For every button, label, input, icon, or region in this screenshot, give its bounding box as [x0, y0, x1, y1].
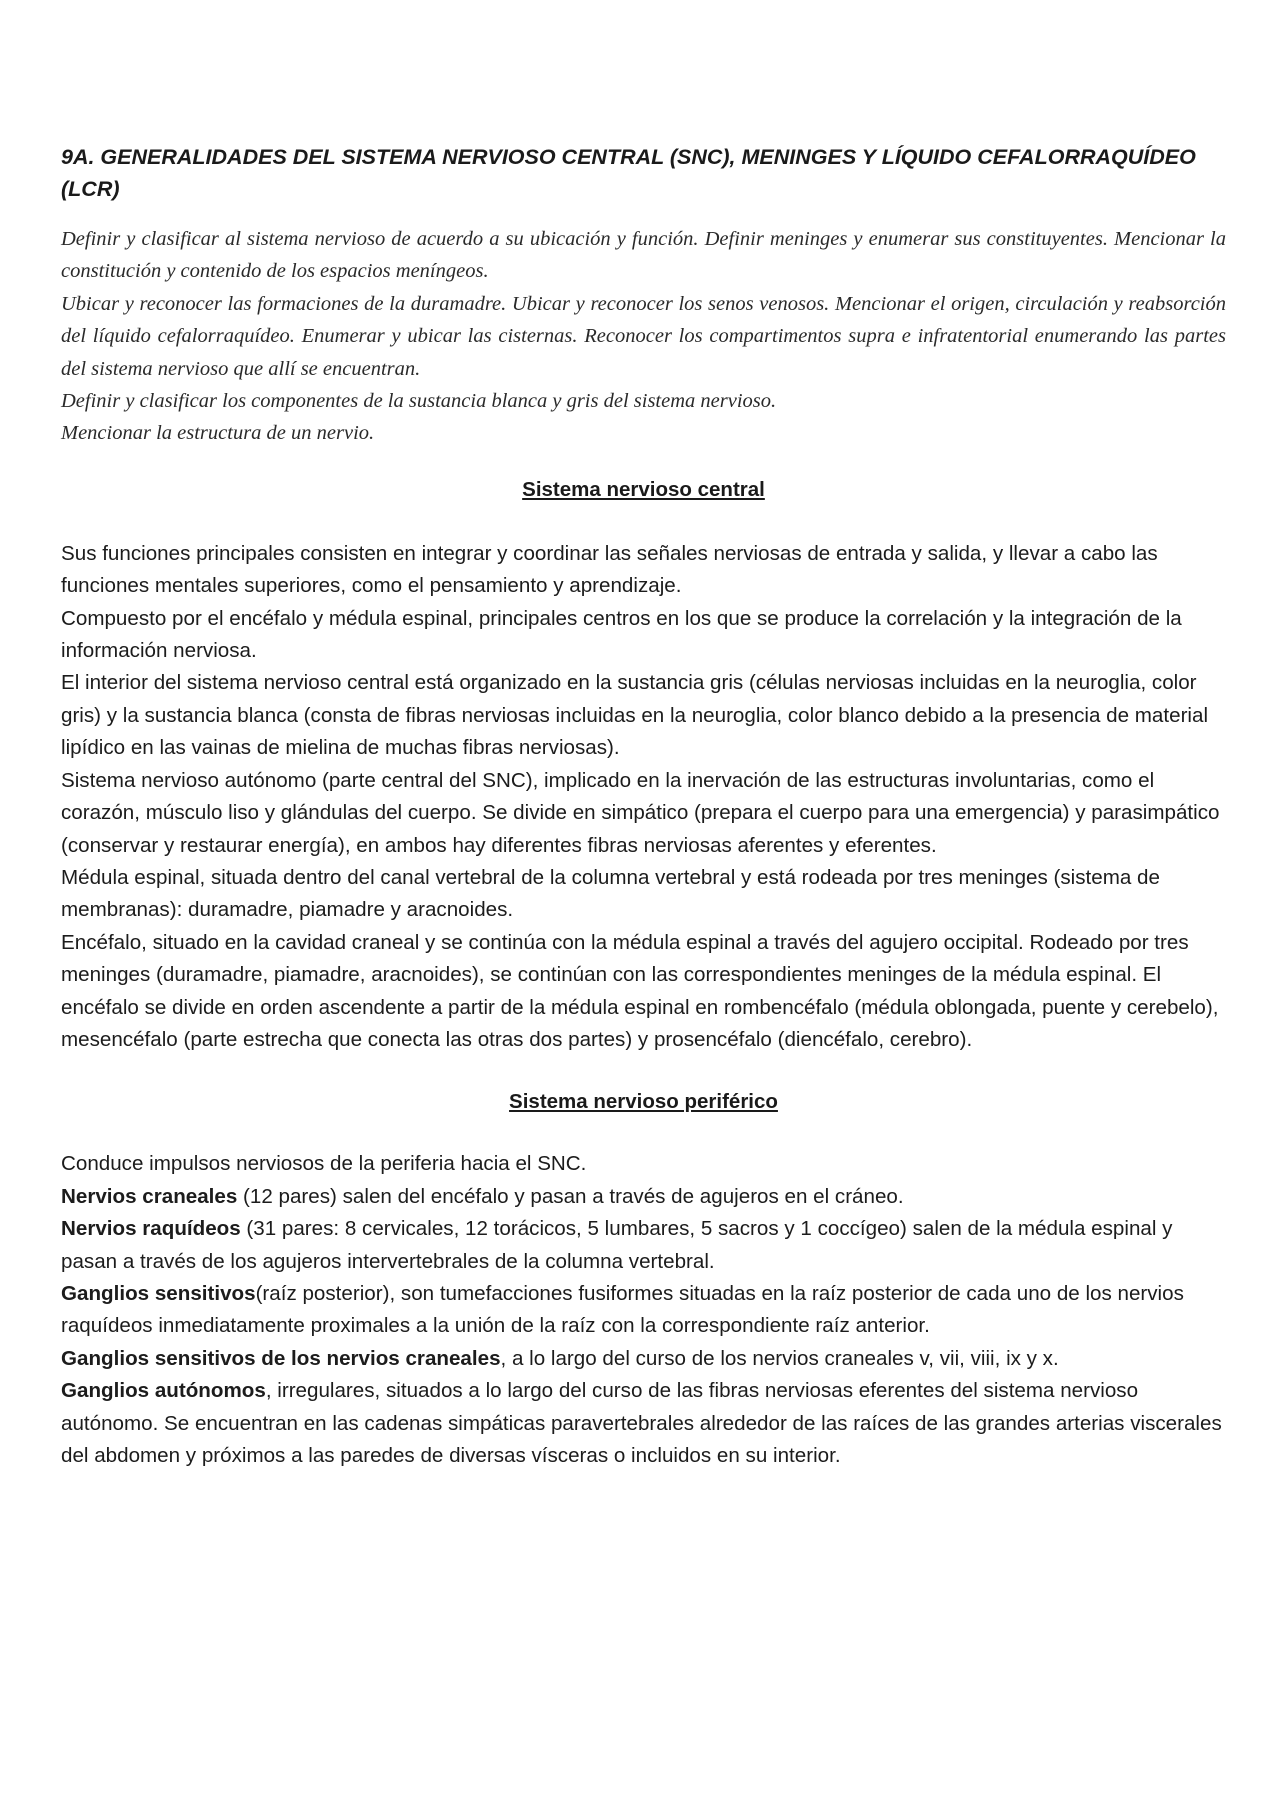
body-paragraph: Sus funciones principales consisten en integrar y coordinar las señales nerviosas de entrada y salida, y llevar a cabo las funciones mentales superiores, como el pensamiento y aprendizaje.: [61, 541, 1158, 598]
body-paragraph: [61, 1213, 1226, 1278]
term-description: (12 pares) salen del encéfalo y pasan a través de agujeros en el cráneo.: [237, 1184, 904, 1208]
term-description: (31 pares: 8 cervicales, 12 torácicos, 5 lumbares, 5 sacros y 1 coccígeo) salen de la médula espinal y pasan a través de los agujeros intervertebrales de la columna vertebral.: [61, 1217, 1173, 1273]
objective-paragraph: Ubicar y reconocer las formaciones de la duramadre. Ubicar y reconocer los senos venosos. Mencionar el origen, circulación y reabsorción del líquido cefalorraquídeo. Enumerar y ubicar las cisternas. Reconocer los compartimentos supra e infratentorial enumerando las partes del sistema nervioso que allí se encuentran.: [61, 292, 1226, 380]
body-paragraph: El interior del sistema nervioso central está organizado en la sustancia gris (células nerviosas incluidas en la neuroglia, color gris) y la sustancia blanca (consta de fibras nerviosas incluidas en la neuroglia, color blanco debido a la presencia de material lipídico en las vainas de mielina de muchas fibras nerviosas).: [61, 671, 1209, 760]
term-bold: Nervios raquídeos: [61, 1217, 241, 1241]
term-description: , a lo largo del curso de los nervios craneales v, vii, viii, ix y x.: [500, 1346, 1059, 1370]
objective-paragraph: Definir y clasificar al sistema nervioso de acuerdo a su ubicación y función. Definir meninges y enumerar sus constituyentes. Mencionar la constitución y contenido de los espacios meníngeos.: [61, 228, 1226, 283]
body-paragraph: [61, 1181, 1226, 1213]
objective-paragraph: Definir y clasificar los componentes de la sustancia blanca y gris del sistema nervioso.: [61, 390, 777, 413]
body-paragraph: [61, 1148, 1226, 1180]
section-body-snc: [61, 538, 1226, 1057]
body-paragraph: [61, 1375, 1226, 1472]
body-paragraph: Compuesto por el encéfalo y médula espinal, principales centros en los que se produce la correlación y la integración de la información nerviosa.: [61, 606, 1182, 663]
body-paragraph: [61, 1278, 1226, 1343]
document-title: 9A. GENERALIDADES DEL SISTEMA NERVIOSO CENTRAL (SNC), MENINGES Y LÍQUIDO CEFALORRAQUÍDEO (LCR): [61, 145, 1196, 201]
body-paragraph: Sistema nervioso autónomo (parte central del SNC), implicado en la inervación de las estructuras involuntarias, como el corazón, músculo liso y glándulas del cuerpo. Se divide en simpático (prepara el cuerpo para una emergencia) y parasimpático (conservar y restaurar energía), en ambos hay diferentes fibras nerviosas aferentes y eferentes.: [61, 768, 1220, 857]
objective-paragraph: Mencionar la estructura de un nervio.: [61, 422, 375, 445]
body-paragraph: [61, 1343, 1226, 1375]
section-title-snc: Sistema nervioso central: [522, 477, 765, 501]
term-bold: Ganglios sensitivos: [61, 1281, 256, 1305]
term-bold: Nervios craneales: [61, 1184, 238, 1208]
term-description: , irregulares, situados a lo largo del curso de las fibras nerviosas eferentes del sistema nervioso autónomo. Se encuentran en las cadenas simpáticas paravertebrales alrededor de las raíces de las grandes arterias viscerales del abdomen y próximos a las paredes de diversas vísceras o incluidos en su interior.: [61, 1379, 1222, 1467]
section-title-snp: Sistema nervioso periférico: [509, 1090, 778, 1114]
learning-objectives: [61, 223, 1226, 450]
document-page: [61, 141, 1226, 1472]
term-bold: Ganglios autónomos: [61, 1379, 266, 1403]
term-bold: Ganglios sensitivos de los nervios craneales: [61, 1346, 501, 1370]
body-paragraph: Médula espinal, situada dentro del canal vertebral de la columna vertebral y está rodeada por tres meninges (sistema de membranas): duramadre, piamadre y aracnoides.: [61, 865, 1160, 922]
term-description: Conduce impulsos nerviosos de la periferia hacia el SNC.: [61, 1152, 587, 1176]
section-body-snp: [61, 1148, 1226, 1472]
term-description: (raíz posterior), son tumefacciones fusiformes situadas en la raíz posterior de cada uno de los nervios raquídeos inmediatamente proximales a la unión de la raíz con la correspondiente raíz anterior.: [61, 1281, 1184, 1338]
body-paragraph: Encéfalo, situado en la cavidad craneal y se continúa con la médula espinal a través del agujero occipital. Rodeado por tres meninges (duramadre, piamadre, aracnoides), se continúan con las correspondientes meninges de la médula espinal. El encéfalo se divide en orden ascendente a partir de la médula espinal en rombencéfalo (médula oblongada, puente y cerebelo), mesencéfalo (parte estrecha que conecta las otras dos partes) y prosencéfalo (diencéfalo, cerebro).: [61, 930, 1219, 1051]
